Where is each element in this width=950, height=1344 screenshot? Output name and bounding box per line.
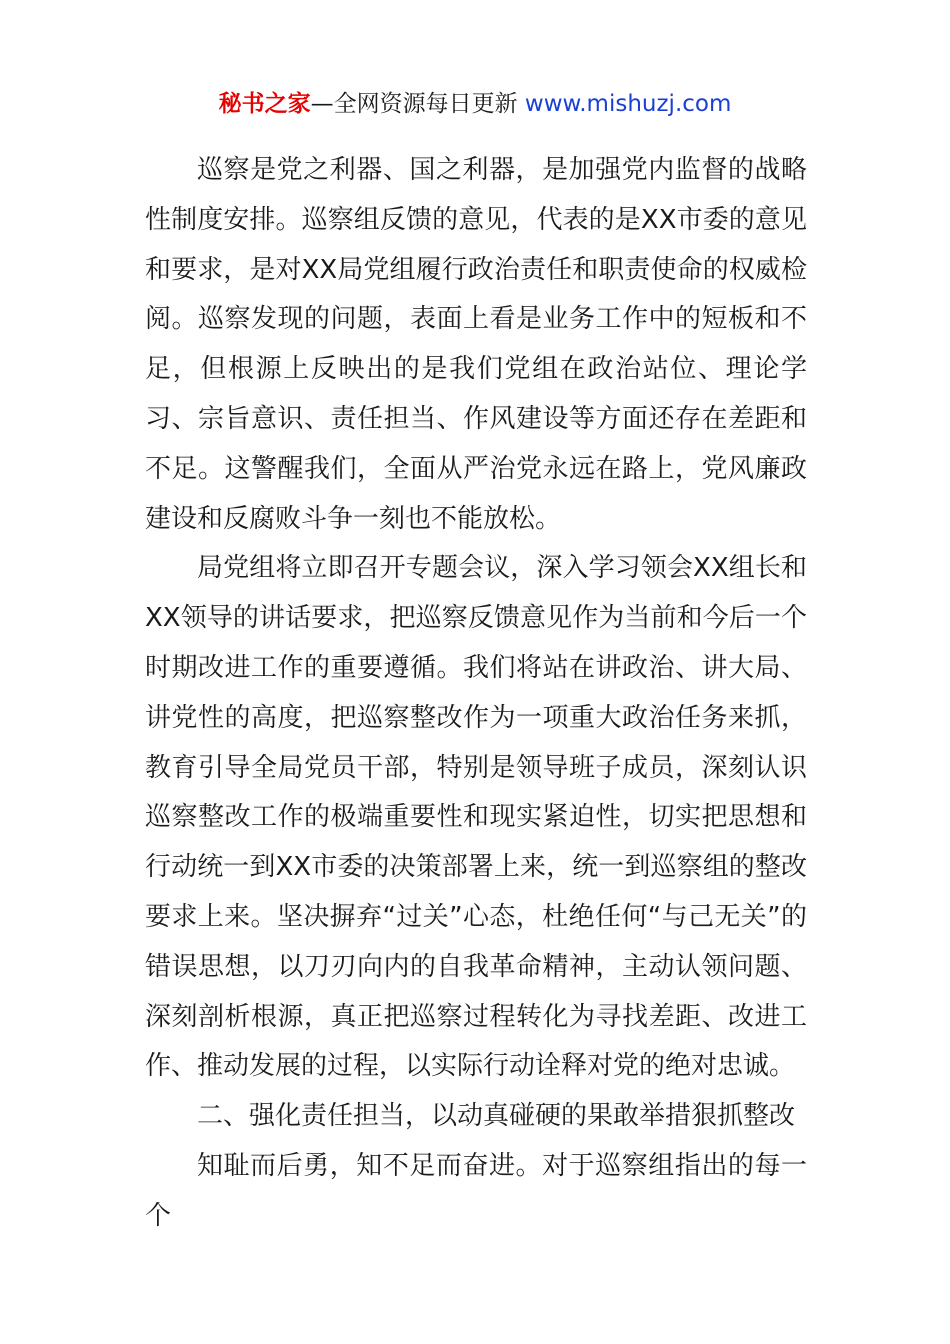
site-brand: 秘书之家 [218,91,311,117]
document-body [145,146,807,1242]
paragraph-2: 局党组将立即召开专题会议，深入学习领会XX组长和XX领导的讲话要求，把巡察反馈意见作为当前和今后一个时期改进工作的重要遵循。我们将站在讲政治、讲大局、讲党性的高度，把巡察整改作为一项重大政治任务来抓，教育引导全局党员干部，特别是领导班子成员，深刻认识巡察整改工作的极端重要性和现实紧迫性，切实把思想和行动统一到XX市委的决策部署上来，统一到巡察组的整改要求上来。坚决摒弃“过关”心态，杜绝任何“与己无关”的错误思想，以刀刃向内的自我革命精神，主动认领问题、深刻剖析根源，真正把巡察过程转化为寻找差距、改进工作、推动发展的过程，以实际行动诠释对党的绝对忠诚。 [145,553,807,1082]
site-url-link[interactable]: www.mishuzj.com [524,91,732,117]
paragraph-3: 知耻而后勇，知不足而奋进。对于巡察组指出的每一个 [145,1150,807,1231]
site-header [0,88,950,120]
section-heading: 二、强化责任担当，以动真碰硬的果敢举措狠抓整改 [197,1101,796,1132]
site-slogan: —全网资源每日更新 [310,91,525,117]
paragraph-1: 巡察是党之利器、国之利器，是加强党内监督的战略性制度安排。巡察组反馈的意见，代表的是XX市委的意见和要求，是对XX局党组履行政治责任和职责使命的权威检阅。巡察发现的问题，表面上看是业务工作中的短板和不足，但根源上反映出的是我们党组在政治站位、理论学习、宗旨意识、责任担当、作风建设等方面还存在差距和不足。这警醒我们，全面从严治党永远在路上，党风廉政建设和反腐败斗争一刻也不能放松。 [145,155,807,534]
